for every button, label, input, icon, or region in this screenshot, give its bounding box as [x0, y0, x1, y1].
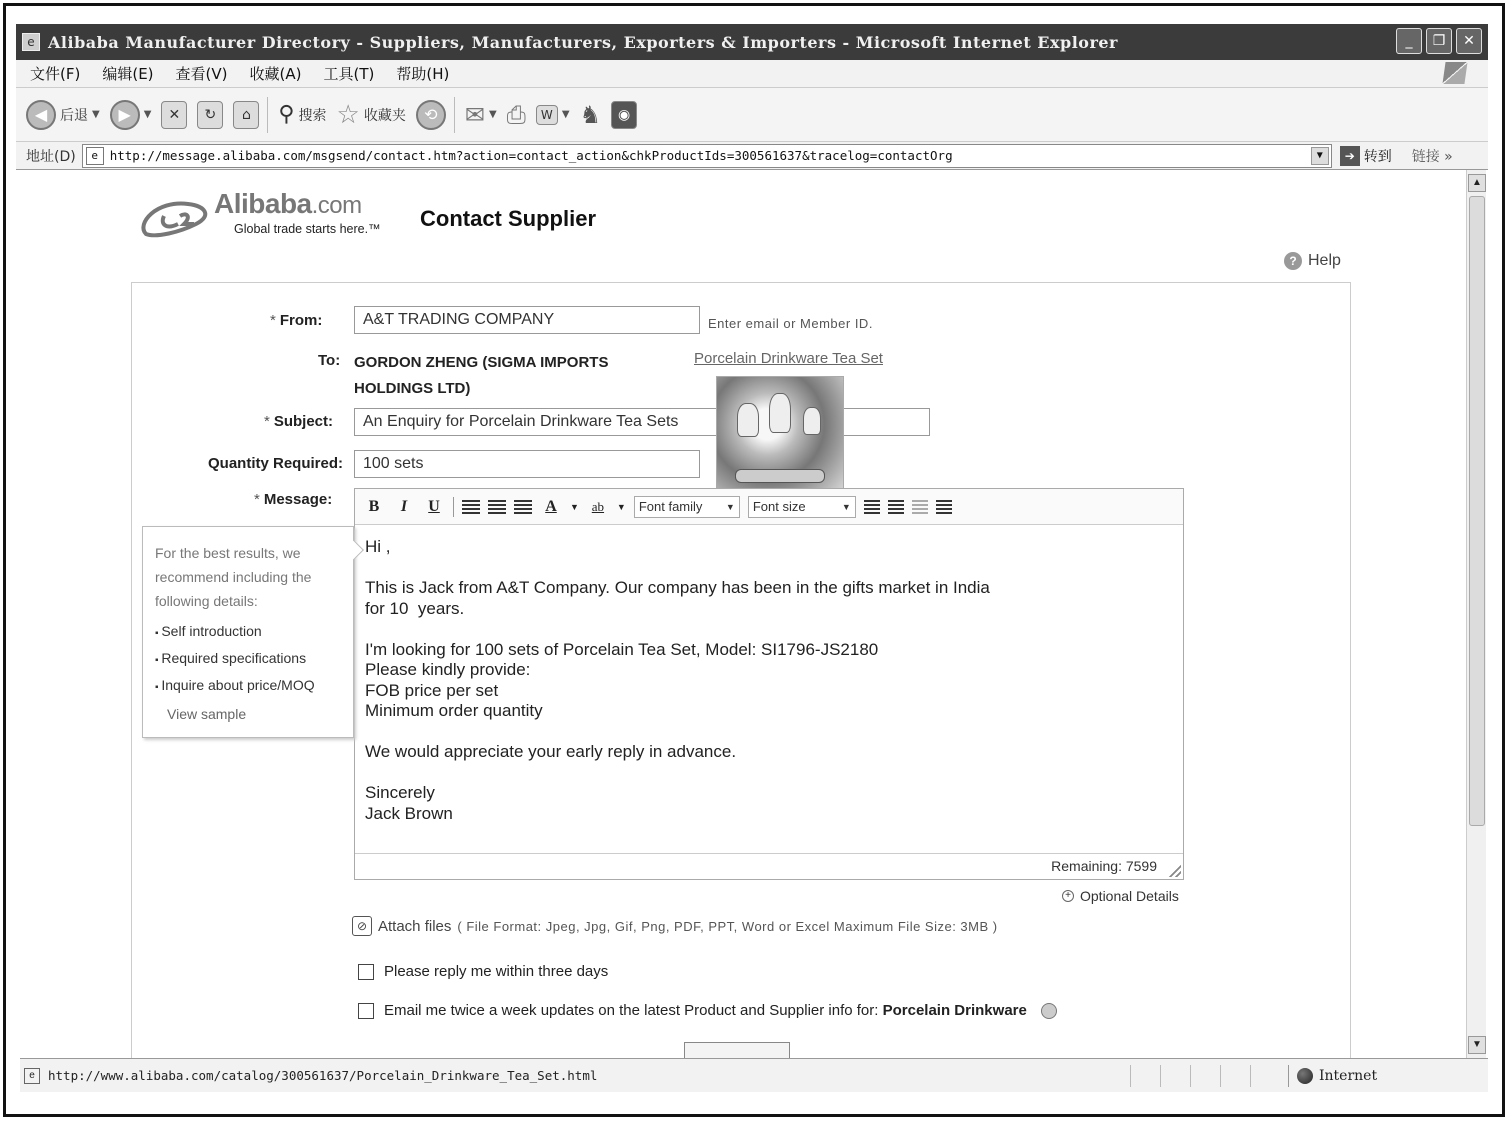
status-cell: [1130, 1065, 1160, 1087]
message-label-text: Message:: [263, 491, 333, 508]
from-label-text: From:: [279, 312, 323, 329]
attach-note: ( File Format: Jpeg, Jpg, Gif, Png, PDF, PPT, Word or Excel Maximum File Size: 3MB ): [457, 918, 998, 934]
subject-label-text: Subject:: [273, 413, 334, 430]
page-icon: e: [86, 147, 104, 165]
optional-details-toggle[interactable]: [1062, 888, 1179, 904]
minimize-button[interactable]: _: [1396, 28, 1422, 54]
italic-button[interactable]: I: [400, 497, 408, 515]
from-field[interactable]: A&T TRADING COMPANY: [354, 306, 700, 334]
stop-icon: ✕: [161, 101, 187, 129]
go-arrow-icon: ➔: [1340, 146, 1360, 166]
required-star: *: [254, 491, 260, 508]
mail-button[interactable]: [465, 101, 497, 129]
chevron-down-icon[interactable]: ▼: [570, 501, 579, 512]
history-icon: ⟲: [416, 100, 446, 130]
email-updates-option: [358, 1002, 1057, 1019]
tips-item: ▪ Required specifications: [155, 646, 341, 673]
subject-label: [264, 413, 333, 430]
message-line: Minimum order quantity: [365, 701, 543, 720]
back-button[interactable]: [26, 100, 100, 130]
editor-footer: [355, 853, 1183, 879]
tips-box: [142, 526, 354, 738]
view-sample-link[interactable]: View sample: [167, 706, 247, 722]
page-title: Contact Supplier: [420, 206, 597, 231]
address-bar: [16, 142, 1488, 170]
menu-tools[interactable]: 工具(T): [323, 65, 375, 83]
product-link[interactable]: Porcelain Drinkware Tea Set: [694, 350, 883, 367]
quantity-label: Quantity Required:: [208, 455, 344, 472]
media-icon: ◉: [611, 101, 637, 129]
attach-files[interactable]: [352, 916, 998, 936]
star-icon: ☆: [336, 99, 360, 130]
scroll-down-icon[interactable]: ▼: [1468, 1036, 1486, 1054]
email-updates-checkbox[interactable]: [358, 1003, 374, 1019]
close-button[interactable]: ✕: [1456, 28, 1482, 54]
media-button[interactable]: [611, 101, 637, 129]
numbered-list-icon[interactable]: [888, 500, 904, 514]
font-color-icon[interactable]: A: [545, 497, 557, 515]
font-family-select[interactable]: [634, 496, 740, 518]
font-family-value: Font family: [638, 499, 703, 514]
forward-button[interactable]: [110, 100, 152, 130]
status-cell: [1220, 1065, 1250, 1087]
restore-button[interactable]: ❐: [1426, 28, 1452, 54]
message-line: This is Jack from A&T Company. Our company has been in the gifts market in India: [365, 578, 990, 597]
window-title: Alibaba Manufacturer Directory - Suppliers, Manufacturers, Exporters & Importers - Microsoft Internet Explorer: [48, 32, 1118, 52]
reply-checkbox[interactable]: [358, 964, 374, 980]
history-button[interactable]: [416, 100, 446, 130]
edit-button[interactable]: [536, 105, 570, 125]
email-updates-product: Porcelain Drinkware: [882, 1002, 1027, 1019]
refresh-button[interactable]: [197, 101, 223, 129]
email-updates-text: Email me twice a week updates on the latest Product and Supplier info for:: [384, 1002, 879, 1019]
align-right-icon[interactable]: [514, 500, 532, 514]
align-center-icon[interactable]: [488, 500, 506, 514]
print-button[interactable]: [507, 101, 526, 129]
go-button[interactable]: [1340, 146, 1392, 166]
globe-icon: [1297, 1068, 1313, 1084]
page-viewport: [20, 170, 1466, 1058]
attach-label: Attach files: [378, 917, 452, 935]
reply-within-three-days-option: [358, 963, 608, 980]
align-left-icon[interactable]: [462, 500, 480, 514]
menu-help[interactable]: 帮助(H): [396, 65, 450, 83]
status-bar: [20, 1058, 1488, 1092]
links-button[interactable]: 链接 »: [1411, 148, 1453, 165]
message-line: Hi ,: [365, 537, 391, 556]
brand-tagline: Global trade starts here.™: [234, 222, 381, 236]
status-url: http://www.alibaba.com/catalog/300561637/Porcelain_Drinkware_Tea_Set.html: [48, 1068, 598, 1083]
menu-file[interactable]: 文件(F): [30, 65, 81, 83]
back-arrow-icon: ◀: [26, 100, 56, 130]
brand-suffix: .com: [311, 192, 362, 219]
font-size-select[interactable]: [748, 496, 856, 518]
toolbar-separator: [267, 97, 268, 133]
to-recipient: GORDON ZHENG (SIGMA IMPORTS HOLDINGS LTD): [354, 354, 609, 397]
refresh-icon: ↻: [197, 101, 223, 129]
messenger-icon: ♞: [579, 100, 602, 129]
home-icon: ⌂: [233, 101, 259, 129]
remaining-count: Remaining: 7599: [1051, 858, 1157, 874]
message-line: FOB price per set: [365, 680, 499, 700]
tips-item: ▪ Self introduction: [155, 619, 341, 646]
message-line: We would appreciate your early reply in advance.: [365, 742, 737, 761]
alibaba-logo[interactable]: [136, 188, 406, 244]
message-body[interactable]: [355, 525, 1183, 836]
zone-label: Internet: [1319, 1068, 1378, 1084]
bullet-list-icon[interactable]: [864, 500, 880, 514]
bold-button[interactable]: B: [368, 497, 380, 515]
favorites-button[interactable]: [337, 100, 406, 130]
chevron-down-icon[interactable]: ▼: [616, 501, 626, 512]
alibaba-swoosh-icon: [136, 194, 216, 244]
chevron-down-icon: ▼: [143, 109, 152, 120]
help-link[interactable]: [1284, 252, 1341, 270]
message-editor[interactable]: [354, 488, 1184, 880]
tips-list: [155, 619, 341, 700]
reply-checkbox-label: Please reply me within three days: [384, 963, 609, 980]
page-icon: e: [24, 1068, 40, 1084]
paperclip-icon: ⊘: [352, 916, 372, 936]
messenger-button[interactable]: [580, 101, 602, 129]
chevron-down-icon: ▼: [841, 501, 851, 512]
email-updates-label: [384, 1002, 1027, 1019]
browser-toolbar: [16, 88, 1488, 142]
message-line: [365, 558, 1173, 579]
home-button[interactable]: [233, 101, 259, 129]
search-icon: ⚲: [278, 102, 295, 127]
teapot-shape: [737, 403, 759, 437]
required-star: *: [264, 413, 270, 430]
menu-favorites[interactable]: 收藏(A): [249, 65, 302, 83]
search-label: 搜索: [298, 107, 327, 124]
go-label: 转到: [1363, 148, 1392, 165]
scroll-up-icon[interactable]: ▲: [1468, 174, 1486, 192]
links-label: 链接: [1411, 148, 1440, 165]
print-icon: ⎙: [506, 100, 526, 129]
windows-logo-icon: [1442, 62, 1467, 84]
mail-icon: ✉: [464, 100, 485, 129]
to-label: To:: [318, 352, 341, 369]
search-button[interactable]: [278, 102, 326, 127]
message-line: [365, 763, 1173, 784]
toolbar-separator: [454, 97, 455, 133]
brand-name: [214, 188, 362, 220]
tips-item: ▪ Inquire about price/MOQ: [155, 673, 341, 700]
from-hint: Enter email or Member ID.: [708, 316, 873, 331]
outdent-icon[interactable]: [912, 500, 928, 514]
message-line: for 10 years.: [365, 598, 465, 618]
status-cells: [1130, 1065, 1280, 1087]
teapot-shape: [769, 393, 791, 433]
message-label: [254, 491, 332, 508]
chevron-down-icon: ▼: [561, 109, 570, 120]
address-input[interactable]: [82, 144, 1332, 168]
address-url: http://message.alibaba.com/msgsend/contact.htm?action=contact_action&chkProductIds=300561637&tracelog=contactOrg: [109, 148, 953, 163]
subject-field[interactable]: An Enquiry for Porcelain Drinkware Tea Sets: [354, 408, 930, 436]
tips-intro: For the best results, we recommend including the following details:: [155, 545, 312, 609]
menu-bar: [16, 60, 1488, 88]
from-label: [270, 312, 322, 329]
status-cell: [1160, 1065, 1190, 1087]
scroll-thumb[interactable]: [1469, 196, 1485, 826]
chevron-down-icon: ▼: [725, 501, 735, 512]
editor-separator: [453, 497, 454, 517]
vertical-scrollbar[interactable]: [1466, 170, 1486, 1058]
favorites-label: 收藏夹: [363, 107, 406, 124]
status-cell: [1190, 1065, 1220, 1087]
indent-icon[interactable]: [936, 500, 952, 514]
ie-app-icon: e: [22, 33, 40, 51]
status-cell: [1250, 1065, 1280, 1087]
chevron-down-icon: ▼: [92, 109, 100, 120]
security-zone: [1288, 1065, 1484, 1087]
quantity-field[interactable]: 100 sets: [354, 450, 700, 478]
editor-toolbar: [355, 489, 1183, 525]
send-button[interactable]: [684, 1042, 790, 1058]
required-star: *: [270, 312, 276, 329]
optional-details-label: Optional Details: [1080, 888, 1179, 904]
message-line: Please kindly provide:: [365, 660, 531, 679]
message-line: Sincerely: [365, 783, 435, 802]
menu-edit[interactable]: 编辑(E): [102, 65, 154, 83]
tray-shape: [735, 469, 825, 483]
address-dropdown-icon[interactable]: ▼: [1311, 147, 1329, 165]
brand-text: Alibaba: [214, 188, 312, 219]
font-size-value: Font size: [752, 499, 806, 514]
help-label: Help: [1308, 252, 1341, 269]
word-icon: W: [536, 105, 558, 125]
teapot-shape: [803, 407, 821, 435]
address-label: 地址(D): [26, 148, 76, 165]
stop-button[interactable]: [161, 101, 187, 129]
window-title-bar: [16, 24, 1488, 60]
highlight-icon[interactable]: ab: [591, 498, 605, 514]
chevron-down-icon: ▼: [488, 109, 497, 120]
message-line: [365, 722, 1173, 743]
back-label: 后退: [60, 107, 88, 124]
plus-icon: +: [1062, 890, 1074, 902]
resize-grip-icon[interactable]: [1169, 865, 1181, 877]
underline-button[interactable]: U: [428, 497, 440, 515]
help-icon: ?: [1284, 252, 1302, 270]
message-line: Jack Brown: [365, 803, 453, 823]
speaker-icon: [1041, 1003, 1057, 1019]
message-line: [365, 619, 1173, 640]
product-thumbnail: [716, 376, 844, 496]
forward-arrow-icon: ▶: [110, 100, 140, 130]
message-line: I'm looking for 100 sets of Porcelain Tea Set, Model: SI1796-JS2180: [365, 639, 879, 659]
menu-view[interactable]: 查看(V): [175, 65, 228, 83]
